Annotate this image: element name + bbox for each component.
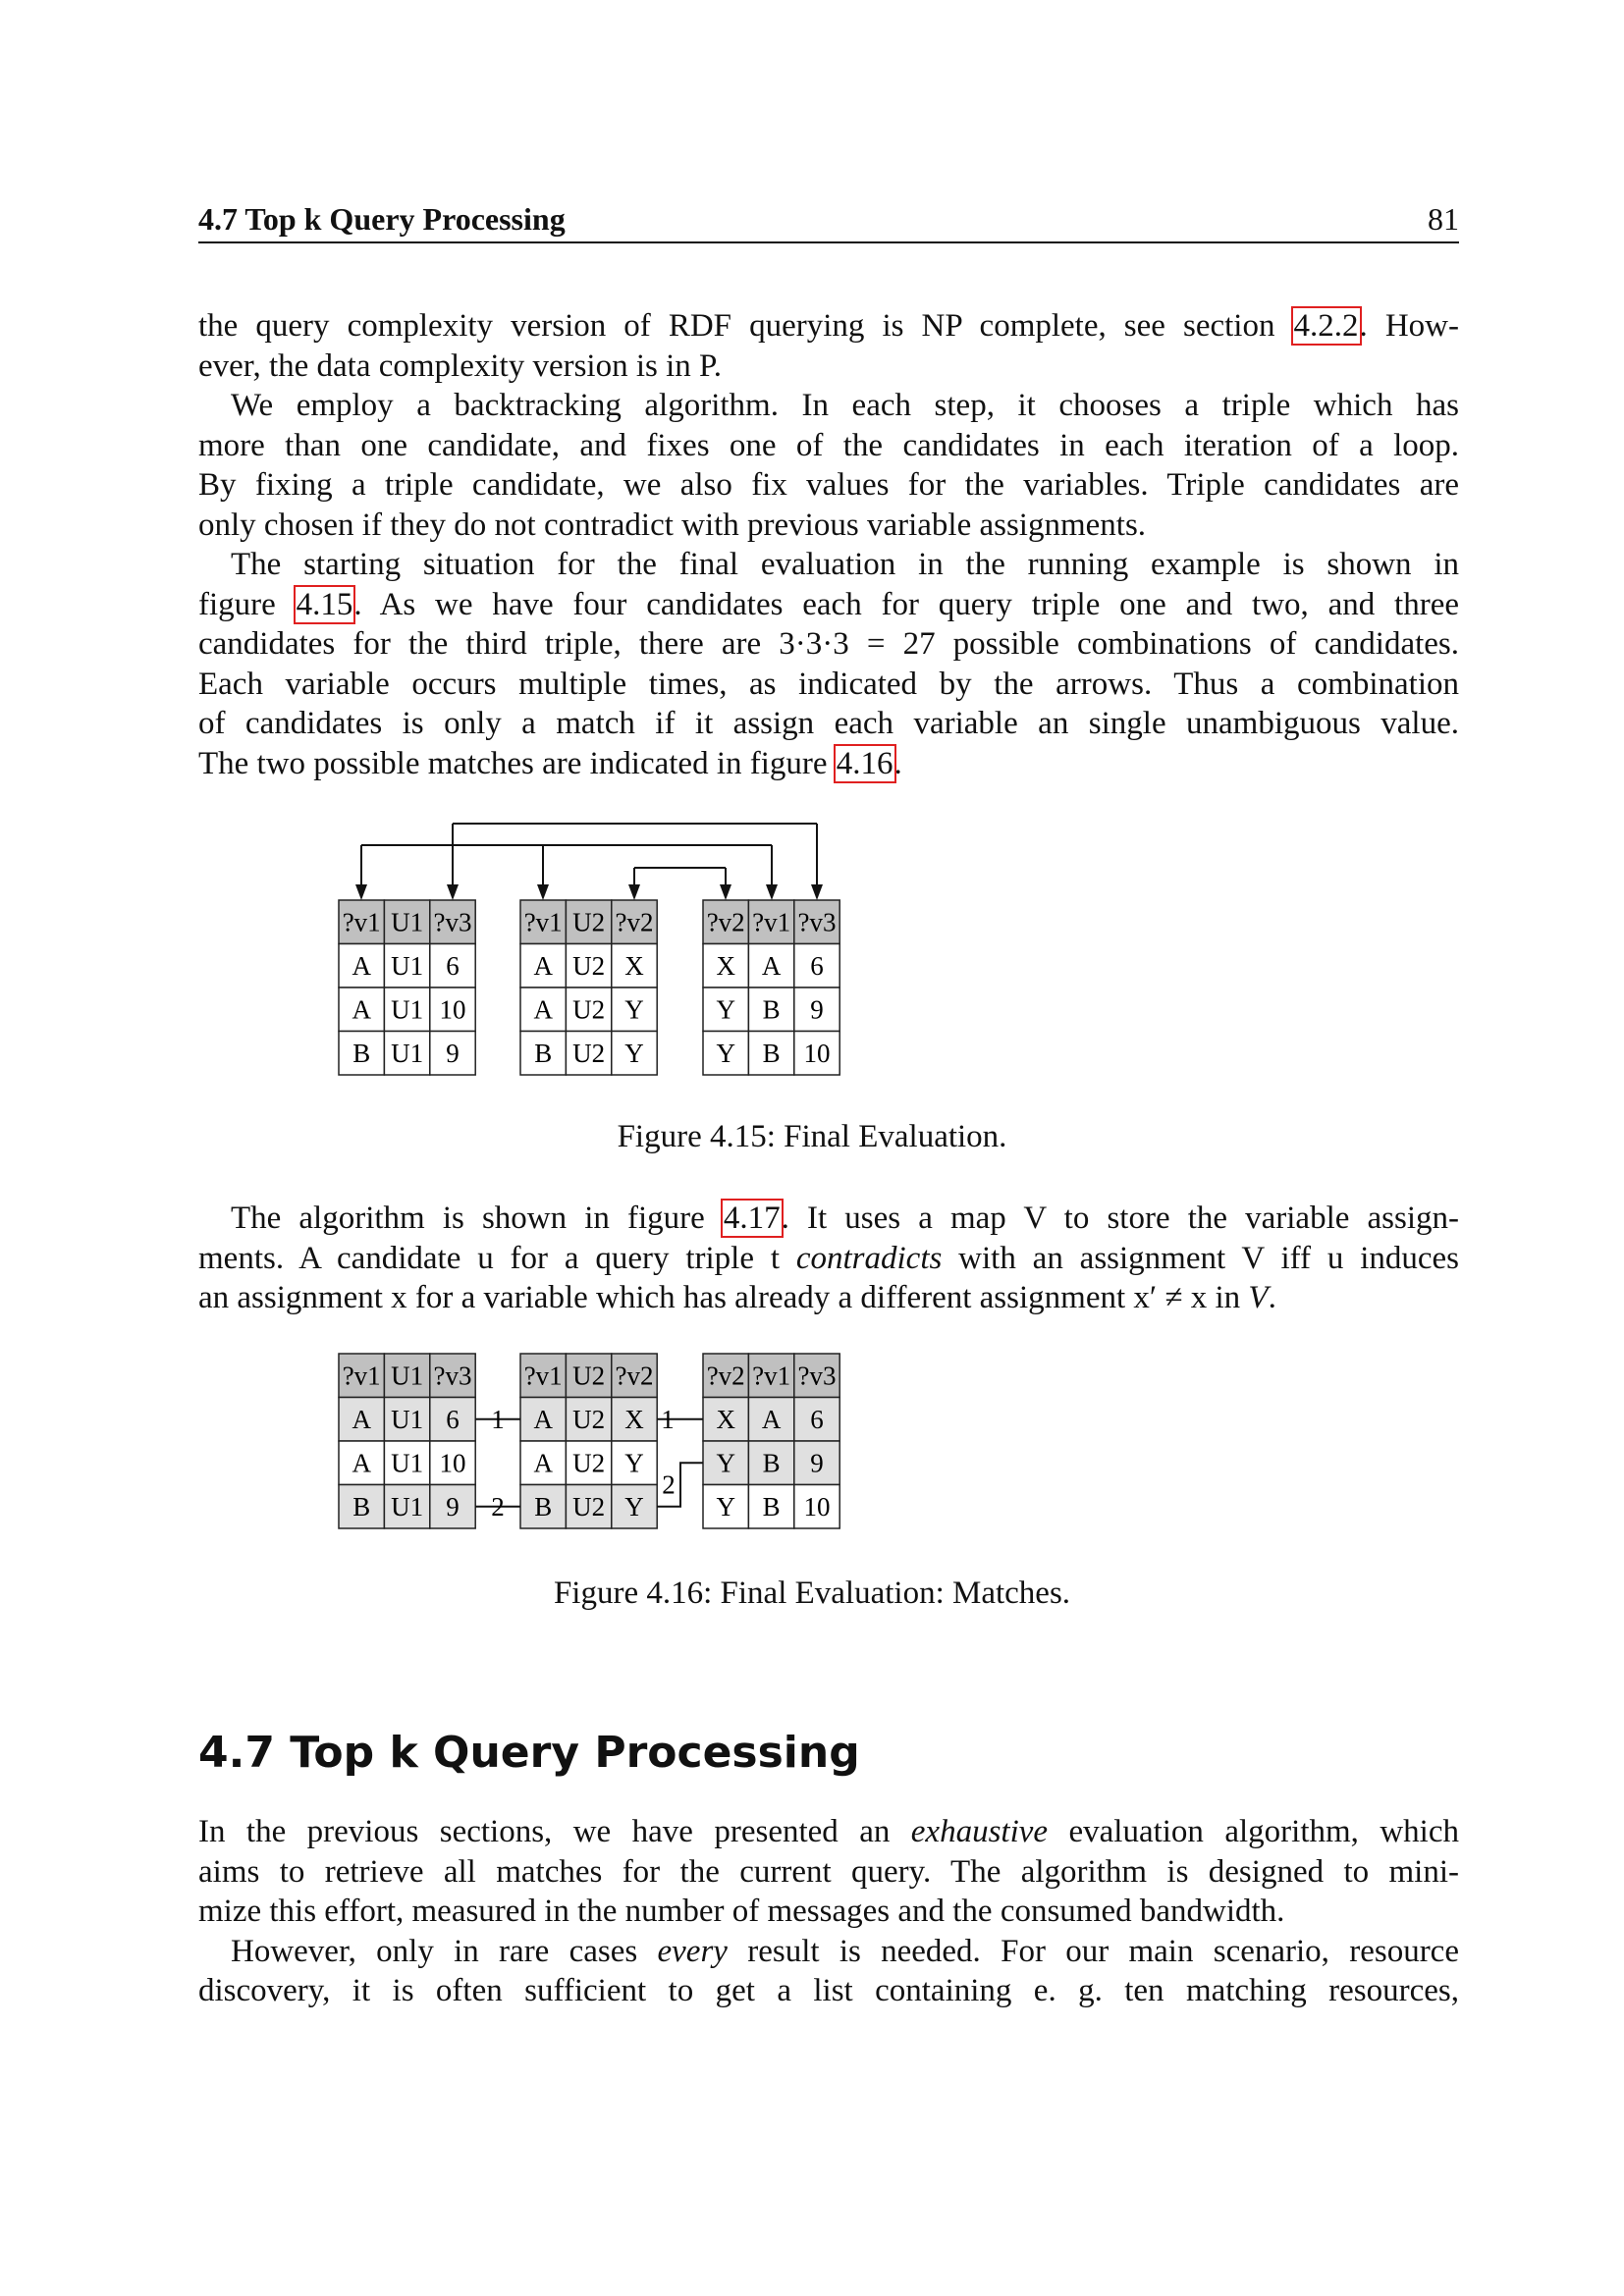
text: However, only in rare cases [231,1933,658,1969]
text: only chosen if they do not contradict with previous variable assignments. [198,507,1147,543]
text: result is needed. For our main scenario, resource [727,1933,1459,1969]
match-label: 2 [491,1491,505,1522]
text: . [893,745,902,781]
cell-text: 6 [810,1404,824,1434]
text-line [198,1812,1459,1852]
cell-text: 10 [803,1038,831,1068]
column-header-text: ?v1 [342,1361,381,1391]
column-header-text: ?v1 [523,1361,563,1391]
cell-text: B [762,1491,781,1522]
cell-text: 9 [446,1491,460,1522]
cell-text: A [352,994,371,1025]
cell-text: U2 [572,994,606,1025]
cell-text: A [352,950,371,981]
cell-text: B [762,1448,781,1478]
emphasized-text: exhaustive [910,1814,1049,1849]
cell-text: A [533,994,553,1025]
column-header-text: ?v1 [523,907,563,937]
text-line [198,1892,1459,1932]
cross-reference-link[interactable]: 4.17 [723,1201,781,1236]
cross-reference-link[interactable]: 4.2.2 [1293,308,1359,344]
cell-text: U2 [572,950,606,981]
cell-text: Y [716,994,735,1025]
cell-text: X [716,950,735,981]
cell-text: U1 [391,1448,424,1478]
header-section-title: 4.7 Top k Query Processing [198,201,566,237]
cell-text: 10 [439,994,466,1025]
column-header-text: ?v3 [797,1361,837,1391]
cell-text: X [624,1404,644,1434]
text-line [198,1852,1459,1893]
column-header-text: U1 [391,907,424,937]
cell-text: Y [624,1448,644,1478]
text: an assignment x for a variable which has already a different assignment x′ ≠ x in [198,1280,1249,1315]
emphasized-text: contradicts [795,1240,943,1276]
text: mize this effort, measured in the number of messages and the consumed bandwidth. [198,1894,1285,1929]
text: of candidates is only a match if it assign each variable an single unambiguous value. [198,706,1459,741]
cell-text: 10 [439,1448,466,1478]
text: more than one candidate, and fixes one of the candidates in each iteration of a loop. [198,427,1459,463]
cell-text: 9 [810,994,824,1025]
figure-4-16-caption: Figure 4.16: Final Evaluation: Matches. [553,1575,1071,1611]
page-number: 81 [1428,201,1459,237]
text: The starting situation for the final evaluation in the running example is shown in [231,547,1459,582]
cell-text: 9 [810,1448,824,1478]
column-header-text: ?v3 [433,1361,472,1391]
text-line [198,1932,1459,1972]
column-header-text: U2 [572,907,606,937]
column-header-text: ?v2 [615,907,654,937]
cell-text: A [761,950,782,981]
text-line [198,1971,1459,2011]
emphasized-text: every [657,1933,728,1969]
cell-text: X [624,950,644,981]
cell-text: A [352,1404,371,1434]
cross-reference-link[interactable]: 4.16 [836,745,893,781]
cell-text: U1 [391,1404,424,1434]
cell-text: 10 [803,1491,831,1522]
cell-text: Y [716,1038,735,1068]
emphasized-text: V [1248,1280,1269,1315]
cell-text: X [716,1404,735,1434]
cell-text: B [534,1038,553,1068]
cross-reference-link[interactable]: 4.15 [296,586,353,622]
match-label: 1 [661,1404,675,1434]
column-header-text: ?v2 [615,1361,654,1391]
cell-text: U2 [572,1404,606,1434]
text: candidates for the third triple, there are 3·3·3 = 27 possible combinations of candidates. [198,626,1459,662]
column-header-text: U1 [391,1361,424,1391]
cell-text: A [761,1404,782,1434]
text: The algorithm is shown in figure [231,1201,723,1236]
column-header-text: ?v1 [342,907,381,937]
cell-text: A [533,950,553,981]
cell-text: U2 [572,1448,606,1478]
match-label: 1 [491,1404,505,1434]
text: figure [198,586,296,622]
cell-text: B [762,1038,781,1068]
text: The two possible matches are indicated in figure [198,745,836,781]
cell-text: B [352,1038,371,1068]
text: . How- [1359,308,1459,344]
text: . As we have four candidates each for query triple one and two, and three [353,586,1459,622]
cell-text: Y [716,1491,735,1522]
cell-text: 9 [446,1038,460,1068]
text: evaluation algorithm, which [1048,1814,1459,1849]
column-header-text: U2 [572,1361,606,1391]
cell-text: 6 [810,950,824,981]
cell-text: A [352,1448,371,1478]
text: . [1268,1280,1276,1315]
cell-text: A [533,1404,553,1434]
column-header-text: ?v1 [752,1361,791,1391]
cell-text: U1 [391,994,424,1025]
section-heading: 4.7 Top k Query Processing [198,1728,860,1778]
column-header-text: ?v3 [433,907,472,937]
text: . It uses a map V to store the variable assign- [781,1201,1459,1236]
cell-text: A [533,1448,553,1478]
column-header-text: ?v2 [706,1361,745,1391]
text: with an assignment V iff u induces [942,1240,1460,1276]
cell-text: B [534,1491,553,1522]
cell-text: Y [624,994,644,1025]
cell-text: U1 [391,1038,424,1068]
text: discovery, it is often sufficient to get a list containing e. g. ten matching resources, [198,1973,1459,2008]
cell-text: U2 [572,1491,606,1522]
column-header-text: ?v1 [752,907,791,937]
cell-text: B [352,1491,371,1522]
column-header-text: ?v2 [706,907,745,937]
text: Each variable occurs multiple times, as indicated by the arrows. Thus a combination [198,666,1459,702]
cell-text: Y [624,1491,644,1522]
text: aims to retrieve all matches for the current query. The algorithm is designed to mini- [198,1853,1459,1890]
paragraph-block-3 [198,1812,1459,2011]
cell-text: U2 [572,1038,606,1068]
text: By fixing a triple candidate, we also fix values for the variables. Triple candidates are [198,467,1459,503]
text: In the previous sections, we have presented an [198,1814,911,1849]
cell-text: U1 [391,1491,424,1522]
text: the query complexity version of RDF querying is NP complete, see section [198,308,1293,344]
cell-text: Y [716,1448,735,1478]
column-header-text: ?v3 [797,907,837,937]
cell-text: Y [624,1038,644,1068]
text: We employ a backtracking algorithm. In each step, it chooses a triple which has [231,388,1459,423]
cell-text: U1 [391,950,424,981]
figure-4-15-caption: Figure 4.15: Final Evaluation. [617,1119,1007,1154]
text: ments. A candidate u for a query triple t [198,1240,796,1276]
match-label: 2 [662,1469,676,1500]
cell-text: 6 [446,950,460,981]
cell-text: B [762,994,781,1025]
cell-text: 6 [446,1404,460,1434]
text: ever, the data complexity version is in P. [198,347,722,384]
